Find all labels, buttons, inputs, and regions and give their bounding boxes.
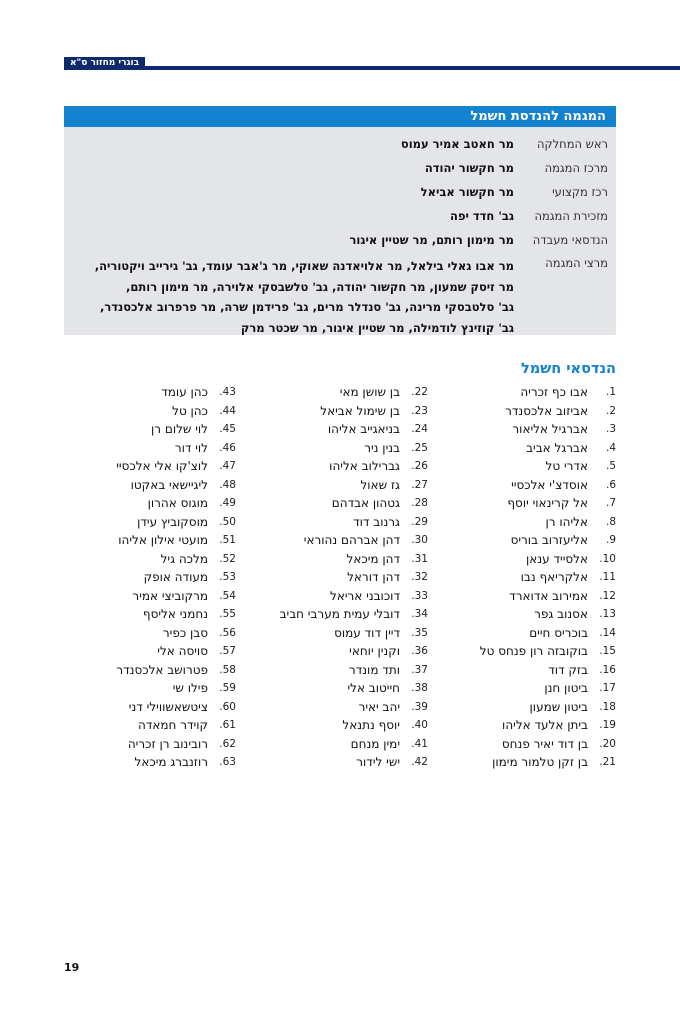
graduate-item: [64, 420, 236, 439]
graduate-item: [64, 494, 236, 513]
graduate-item: [256, 457, 428, 476]
graduate-name: ביטון שמעון: [529, 699, 588, 714]
graduate-number: 10.: [599, 552, 616, 565]
graduate-item: [64, 642, 236, 661]
header-tag: בוגרי מחזור ס"א: [64, 57, 145, 70]
graduate-item: [256, 476, 428, 495]
graduate-number: 29.: [411, 515, 428, 528]
row-value: מר חקשור יהודה: [424, 161, 514, 175]
graduate-name: ציטשאשווילי דני: [128, 699, 208, 714]
graduates-title: הנדסאי חשמל: [520, 361, 616, 377]
graduate-name: מעודה אופק: [143, 570, 208, 584]
graduate-item: [444, 402, 616, 421]
graduate-number: 11.: [599, 571, 616, 583]
graduate-number: 36.: [411, 645, 428, 657]
graduate-name: פטרושב אלכסנדר: [116, 662, 208, 677]
graduate-number: 28.: [411, 497, 428, 509]
graduate-number: 54.: [219, 589, 236, 602]
graduates-column-3: [64, 383, 236, 772]
graduate-number: 35.: [411, 626, 428, 639]
graduate-number: 25.: [411, 441, 428, 454]
graduate-number: 44.: [219, 404, 236, 417]
graduate-number: 4.: [605, 441, 616, 454]
graduate-number: 3.: [605, 423, 616, 435]
graduate-item: [444, 624, 616, 643]
graduate-name: מוסקוביץ עידן: [137, 514, 208, 529]
graduate-name: ישי לידור: [356, 755, 400, 769]
graduate-item: [64, 402, 236, 421]
graduate-name: אביזוב אלכסנדר: [505, 403, 588, 418]
graduate-number: 56.: [219, 626, 236, 639]
graduate-item: [256, 513, 428, 532]
graduate-name: בנין ניר: [364, 440, 400, 455]
graduate-item: [444, 531, 616, 550]
page-number: 19: [64, 961, 80, 974]
graduate-item: [444, 568, 616, 587]
graduate-item: [444, 753, 616, 772]
top-bar-line: [64, 66, 680, 70]
row-value: מר מימון רותם, מר שטיין איגור: [349, 233, 514, 247]
graduate-item: [64, 735, 236, 754]
graduate-item: [64, 679, 236, 698]
graduate-item: [64, 605, 236, 624]
graduate-name: אברגיל אליאור: [512, 422, 588, 436]
graduate-item: [64, 587, 236, 606]
lecturers-line: גב' סלטבסקי מרינה, גב' סנדלר מרים, גב' פרידמן שרה, מר פרפרוב אלכסנדר,: [99, 300, 514, 314]
lecturers-line: גב' קוזינץ לודמילה, מר שטיין איגור, מר שכטר מרק: [240, 320, 514, 335]
graduate-name: בוקובזה רון פנחס טל: [479, 644, 588, 658]
graduate-item: [256, 420, 428, 439]
graduate-name: גברילוב אליהו: [329, 459, 400, 473]
graduate-name: מועטי אילון אליהו: [118, 533, 208, 547]
graduate-name: בן זקן טלמור מימון: [492, 755, 588, 769]
row-value: מר חקשור אביאל: [420, 185, 514, 199]
row-label: רכז מקצועי: [552, 185, 608, 199]
graduate-name: אליעזרוב בוריס: [510, 533, 588, 547]
graduate-number: 13.: [599, 608, 616, 620]
department-row-lab: [64, 232, 616, 256]
graduate-number: 26.: [411, 460, 428, 472]
graduate-number: 32.: [411, 571, 428, 583]
graduate-number: 37.: [411, 663, 428, 676]
row-label: מרצי המגמה: [545, 256, 608, 270]
graduate-number: 18.: [599, 700, 616, 713]
graduate-number: 30.: [411, 534, 428, 546]
graduate-name: בניאגייב אליהו: [327, 422, 400, 436]
graduate-number: 58.: [219, 663, 236, 676]
graduate-item: [444, 513, 616, 532]
graduate-number: 23.: [411, 404, 428, 417]
row-label: ראש המחלקה: [536, 137, 608, 151]
graduate-number: 33.: [411, 589, 428, 602]
graduate-number: 21.: [599, 756, 616, 768]
graduate-name: דובלי עמית מערבי חביב: [279, 607, 400, 621]
graduate-item: [256, 753, 428, 772]
graduate-number: 60.: [219, 700, 236, 713]
graduate-number: 27.: [411, 478, 428, 491]
department-row-professional: [64, 184, 616, 208]
graduate-item: [256, 402, 428, 421]
graduate-number: 20.: [599, 737, 616, 750]
graduate-item: [256, 531, 428, 550]
graduate-item: [256, 716, 428, 735]
graduate-name: יוסף נתנאל: [342, 718, 400, 732]
graduate-name: אליהו רן: [545, 514, 588, 529]
graduate-number: 19.: [599, 719, 616, 731]
graduate-name: דהן מיכאל: [346, 551, 400, 566]
graduate-number: 16.: [599, 663, 616, 676]
graduate-name: כהן עומד: [161, 385, 208, 399]
graduate-number: 15.: [599, 645, 616, 657]
graduate-number: 39.: [411, 700, 428, 713]
graduate-item: [64, 568, 236, 587]
graduate-number: 63.: [219, 756, 236, 768]
graduate-name: גטהון אבדהם: [331, 496, 400, 510]
graduate-name: נחמני אליסף: [142, 607, 208, 621]
graduate-name: מלכה גיל: [160, 551, 208, 566]
graduate-name: לוצ'קו אלי אלכסיי: [116, 459, 208, 473]
graduate-item: [256, 494, 428, 513]
graduate-name: כהן טל: [172, 403, 208, 418]
graduate-item: [64, 753, 236, 772]
graduate-name: אסנוב גפר: [534, 607, 588, 621]
graduate-item: [64, 624, 236, 643]
department-row-coordinator: [64, 160, 616, 184]
graduate-name: ימין מנחם: [350, 736, 400, 751]
row-value: מר חאטב אמיר עמוס: [400, 137, 514, 151]
graduate-item: [64, 550, 236, 569]
graduate-number: 50.: [219, 515, 236, 528]
graduate-name: אבו כף זכריה: [520, 385, 588, 399]
graduate-item: [444, 661, 616, 680]
graduate-number: 34.: [411, 608, 428, 620]
graduate-name: לוי שלום רן: [151, 422, 208, 436]
graduate-number: 31.: [411, 552, 428, 565]
graduate-name: דהן דוראל: [347, 570, 400, 584]
graduate-number: 49.: [219, 497, 236, 509]
graduate-name: בזק דוד: [548, 662, 588, 677]
graduate-item: [256, 550, 428, 569]
graduate-number: 8.: [605, 515, 616, 528]
graduate-item: [256, 735, 428, 754]
graduate-item: [444, 716, 616, 735]
graduate-number: 55.: [219, 608, 236, 620]
graduate-number: 40.: [411, 719, 428, 731]
graduate-number: 45.: [219, 423, 236, 435]
graduate-item: [444, 457, 616, 476]
graduate-name: רובינוב רן זכריה: [127, 736, 208, 751]
graduate-name: וקנין יוחאי: [349, 644, 400, 658]
graduates-column-1: [444, 383, 616, 772]
graduate-number: 51.: [219, 534, 236, 546]
graduate-number: 24.: [411, 423, 428, 435]
graduate-item: [256, 624, 428, 643]
graduate-number: 7.: [605, 497, 616, 509]
graduate-item: [64, 716, 236, 735]
department-row-lecturers: [64, 256, 616, 338]
graduate-name: לוי דור: [174, 440, 208, 455]
graduate-name: מרקוביצי אמיר: [132, 588, 208, 603]
graduate-name: יהב יאיר: [358, 699, 400, 714]
row-label: הנדסאי מעבדה: [532, 233, 608, 247]
lecturers-line: מר זיסק שמעון, מר חקשור יהודה, גב' טלשבסקי אלוירה, מר מימון רותם,: [126, 279, 514, 294]
department-row-head: [64, 136, 616, 160]
graduate-item: [256, 698, 428, 717]
graduate-item: [444, 550, 616, 569]
graduate-name: מוגוס אהרון: [147, 496, 208, 510]
graduate-item: [64, 383, 236, 402]
graduate-name: בן שימול אביאל: [320, 403, 400, 418]
graduate-name: אמירוב אדוארד: [509, 588, 588, 603]
graduate-item: [64, 661, 236, 680]
graduate-number: 22.: [411, 386, 428, 398]
graduate-name: אוסדצ'י אלכסיי: [511, 477, 588, 492]
graduate-name: קוידר חמאדה: [137, 718, 208, 732]
graduate-name: חייטוב אלי: [347, 681, 400, 695]
graduate-item: [444, 605, 616, 624]
graduate-item: [256, 642, 428, 661]
graduate-number: 48.: [219, 478, 236, 491]
graduate-item: [64, 698, 236, 717]
graduate-name: אל קרינאוי יוסף: [507, 496, 588, 510]
graduate-number: 59.: [219, 682, 236, 694]
graduate-item: [64, 476, 236, 495]
graduate-name: ביתן אלעד אליהו: [502, 718, 588, 732]
graduate-item: [64, 531, 236, 550]
graduate-number: 12.: [599, 589, 616, 602]
graduate-name: בוכריס חיים: [529, 625, 588, 640]
graduate-item: [444, 420, 616, 439]
graduate-item: [444, 587, 616, 606]
graduate-item: [256, 439, 428, 458]
graduate-name: גרנוב דוד: [353, 514, 400, 529]
graduate-number: 62.: [219, 737, 236, 750]
graduate-number: 14.: [599, 626, 616, 639]
graduate-number: 38.: [411, 682, 428, 694]
graduate-name: ליגיישאי באקטו: [130, 477, 208, 492]
graduate-number: 42.: [411, 756, 428, 768]
graduate-name: ביטון חנן: [544, 681, 588, 695]
graduate-name: סויסה אלי: [157, 644, 208, 658]
row-value: גב' חדד יפה: [450, 209, 514, 223]
graduate-item: [256, 605, 428, 624]
graduate-item: [444, 383, 616, 402]
graduate-number: 52.: [219, 552, 236, 565]
graduate-item: [444, 642, 616, 661]
graduate-item: [444, 735, 616, 754]
graduate-item: [444, 439, 616, 458]
graduate-number: 2.: [605, 404, 616, 417]
graduate-name: אברגל אביב: [526, 440, 588, 455]
department-row-secretary: [64, 208, 616, 232]
graduate-name: אדרי טל: [545, 459, 588, 473]
lecturers-list: [72, 256, 514, 338]
graduate-name: דהן אברהם נהוראי: [303, 533, 400, 547]
graduate-item: [256, 587, 428, 606]
row-label: מרכז המגמה: [544, 161, 608, 175]
graduate-number: 9.: [605, 534, 616, 546]
graduate-number: 6.: [605, 478, 616, 491]
graduate-name: דוכובני אריאל: [330, 588, 400, 603]
graduate-number: 1.: [605, 386, 616, 398]
graduate-item: [444, 476, 616, 495]
graduate-item: [64, 457, 236, 476]
graduate-name: סבן כפיר: [162, 625, 208, 640]
graduate-name: אלסייד ענאן: [526, 551, 588, 566]
row-label: מזכירת המגמה: [534, 209, 608, 223]
graduate-item: [64, 513, 236, 532]
graduate-number: 17.: [599, 682, 616, 694]
lecturers-line: מר אבו גאלי בילאל, מר אלויאדנה שאוקי, מר ג'אבר עומד, גב' גירייב ויקטוריה,: [94, 259, 514, 273]
graduates-column-2: [256, 383, 428, 772]
department-title: המגמה להנדסת חשמל: [64, 106, 616, 127]
graduate-item: [64, 439, 236, 458]
graduate-name: אלקריאף נבו: [520, 570, 588, 584]
graduate-number: 46.: [219, 441, 236, 454]
graduate-item: [256, 568, 428, 587]
graduate-number: 57.: [219, 645, 236, 657]
graduate-number: 43.: [219, 386, 236, 398]
graduate-number: 53.: [219, 571, 236, 583]
graduate-item: [444, 698, 616, 717]
graduate-name: ותד מונדר: [348, 662, 400, 677]
graduate-item: [256, 383, 428, 402]
graduate-item: [256, 679, 428, 698]
graduate-item: [444, 494, 616, 513]
department-card: [64, 106, 616, 335]
graduate-name: גז שאול: [360, 477, 400, 492]
graduate-name: בן דוד יאיר פנחס: [501, 736, 588, 751]
graduate-name: בן שושן מאי: [339, 385, 400, 399]
graduate-item: [444, 679, 616, 698]
graduate-number: 5.: [605, 460, 616, 472]
graduate-number: 47.: [219, 460, 236, 472]
top-bar: [64, 57, 680, 70]
graduate-name: דיין דוד עמוס: [334, 625, 400, 640]
graduate-name: פילו שי: [172, 681, 208, 695]
graduate-name: רוזנברג מיכאל: [134, 755, 208, 769]
graduate-number: 41.: [411, 737, 428, 750]
graduate-item: [256, 661, 428, 680]
graduate-number: 61.: [219, 719, 236, 731]
